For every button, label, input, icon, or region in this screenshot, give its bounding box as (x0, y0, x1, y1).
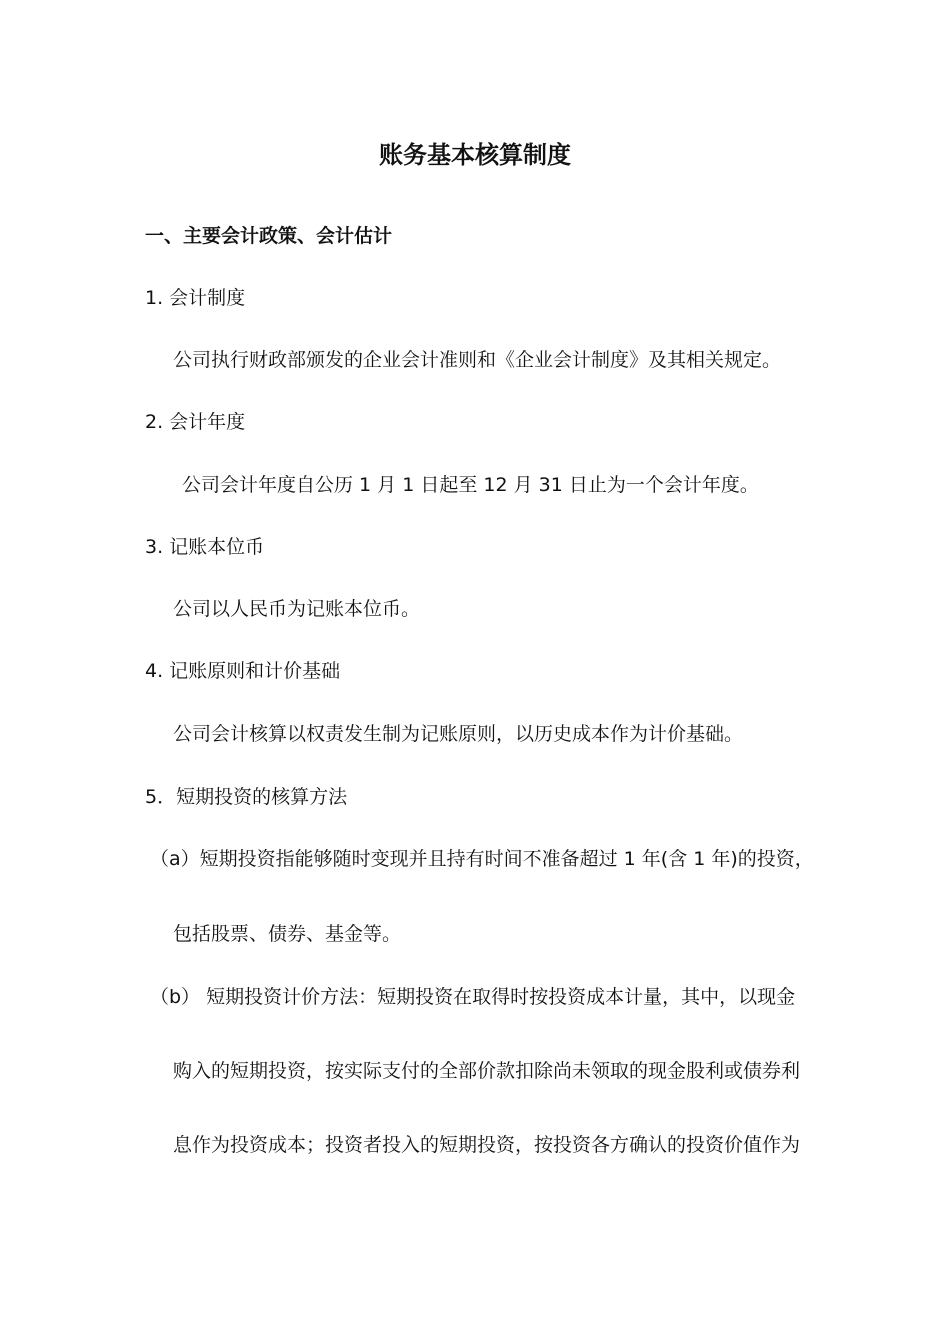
item-body-3: 公司以人民币为记账本位币。 (173, 598, 421, 620)
item-heading-3: 3. 记账本位币 (145, 536, 265, 558)
item-body-2: 公司会计年度自公历 1 月 1 日起至 12 月 31 日止为一个会计年度。 (182, 474, 759, 496)
item5-b-line1: （b） 短期投资计价方法：短期投资在取得时按投资成本计量，其中，以现金 (150, 986, 796, 1008)
item-body-1: 公司执行财政部颁发的企业会计准则和《企业会计制度》及其相关规定。 (173, 349, 782, 371)
item-heading-5: 5．短期投资的核算方法 (145, 786, 348, 808)
document-title: 账务基本核算制度 (379, 141, 571, 169)
item5-b-line3: 息作为投资成本；投资者投入的短期投资，按投资各方确认的投资价值作为 (173, 1134, 801, 1156)
item-heading-4: 4. 记账原则和计价基础 (145, 660, 341, 682)
item5-a-line1: （a）短期投资指能够随时变现并且持有时间不准备超过 1 年(含 1 年)的投资， (150, 848, 814, 870)
item-body-4: 公司会计核算以权责发生制为记账原则，以历史成本作为计价基础。 (173, 723, 744, 745)
item5-b-line2: 购入的短期投资，按实际支付的全部价款扣除尚未领取的现金股利或债券利 (173, 1060, 801, 1082)
section-heading: 一、主要会计政策、会计估计 (145, 225, 393, 247)
item5-a-line2: 包括股票、债券、基金等。 (173, 923, 402, 945)
item-heading-1: 1. 会计制度 (145, 287, 246, 309)
item-heading-2: 2. 会计年度 (145, 411, 246, 433)
